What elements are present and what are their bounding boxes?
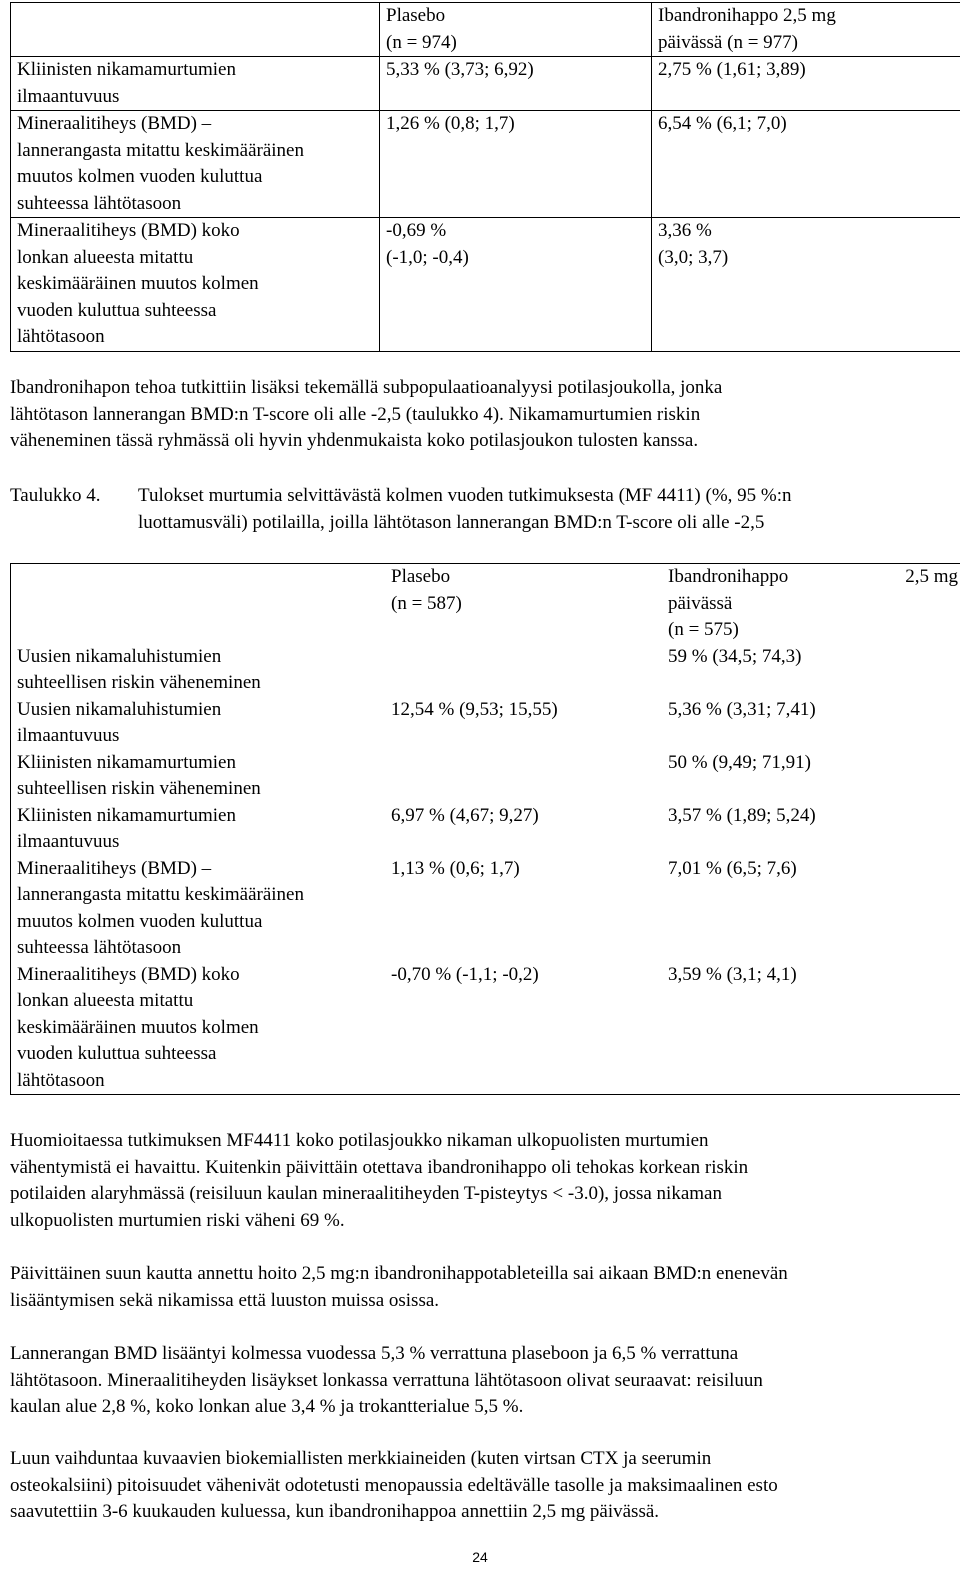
table-row — [11, 218, 960, 352]
cell-ibandronate: 59 % (34,5; 74,3) — [668, 645, 802, 667]
table-row — [11, 644, 960, 697]
table-header-row — [11, 564, 960, 644]
table-4-label: Taulukko 4. — [10, 485, 101, 506]
table-4-caption — [10, 483, 950, 536]
table-4-title: Tulokset murtumia selvittävästä kolmen vuoden tutkimuksesta (MF 4411) (%, 95 %:n luottamusväli) potilailla, joilla lähtötason lannerangan BMD:n T-score oli alle -2,5 — [138, 485, 792, 533]
cell-placebo: 12,54 % (9,53; 15,55) — [391, 698, 558, 720]
row-label: Kliinisten nikamamurtumien ilmaantuvuus — [11, 57, 380, 111]
row-label: Uusien nikamaluhistumien suhteellisen riskin väheneminen — [17, 645, 261, 693]
cell-ibandronate: 7,01 % (6,5; 7,6) — [668, 857, 797, 879]
table-row — [11, 697, 960, 750]
table-header-placebo: Plasebo (n = 974) — [380, 3, 652, 57]
bmd-increase-paragraph: Päivittäinen suun kautta annettu hoito 2,5 mg:n ibandronihappotableteilla sai aikaan BMD:n enenevän lisääntymisen sekä nikamissa että luuston muissa osissa. — [10, 1263, 788, 1311]
table-header-cell-empty — [11, 564, 386, 644]
cell-ibandronate: 50 % (9,49; 71,91) — [668, 751, 812, 773]
cell-ibandronate: 2,75 % (1,61; 3,89) — [652, 57, 960, 111]
table-row — [11, 750, 960, 803]
table-row — [11, 57, 960, 111]
table-row — [11, 803, 960, 856]
cell-ibandronate: 6,54 % (6,1; 7,0) — [652, 111, 960, 218]
cell-placebo — [385, 644, 662, 697]
table-header-ibandronate: Ibandronihappo 2,5 mg päivässä (n = 575) — [668, 566, 958, 640]
table-header-cell-empty — [11, 3, 380, 57]
cell-placebo: -0,69 % (-1,0; -0,4) — [380, 218, 652, 352]
table-row — [11, 962, 960, 1095]
cell-placebo — [385, 750, 662, 803]
row-label: Uusien nikamaluhistumien ilmaantuvuus — [17, 698, 222, 746]
cell-placebo: -0,70 % (-1,1; -0,2) — [391, 963, 539, 985]
cell-ibandronate: 3,57 % (1,89; 5,24) — [668, 804, 816, 826]
lumbar-bmd-paragraph: Lannerangan BMD lisääntyi kolmessa vuodessa 5,3 % verrattuna plaseboon ja 6,5 % verrattuna lähtötasoon. Mineraalitiheyden lisäykset lonkassa verrattuna lähtötasoon olivat seuraavat: reisiluun kaulan alue 2,8 %, koko lonkan alue 3,4 % ja trokantterialue 5,5 %. — [10, 1343, 763, 1417]
cell-ibandronate: 3,36 % (3,0; 3,7) — [652, 218, 960, 352]
cell-ibandronate: 5,36 % (3,31; 7,41) — [668, 698, 816, 720]
results-table-4 — [10, 563, 960, 1095]
table-row — [11, 856, 960, 962]
cell-placebo: 1,13 % (0,6; 1,7) — [391, 857, 520, 879]
cell-placebo: 1,26 % (0,8; 1,7) — [380, 111, 652, 218]
row-label: Mineraalitiheys (BMD) – lannerangasta mitattu keskimääräinen muutos kolmen vuoden kuluttua suhteessa lähtötasoon — [11, 111, 380, 218]
table-header-row — [11, 3, 960, 57]
table-row — [11, 111, 960, 218]
results-table-3 — [10, 2, 960, 352]
nonvertebral-fracture-paragraph: Huomioitaessa tutkimuksen MF4411 koko potilasjoukko nikaman ulkopuolisten murtumien vähentymistä ei havaittu. Kuitenkin päivittäin otettava ibandronihappo oli tehokas korkean riskin potilaiden alaryhmässä (reisiluun kaulan mineraalitiheyden T-pisteytys < -3.0), jossa nikaman ulkopuolisten murtumien riski väheni 69 %. — [10, 1130, 749, 1231]
table-header-placebo: Plasebo (n = 587) — [391, 566, 462, 614]
subpopulation-paragraph: Ibandronihapon tehoa tutkittiin lisäksi tekemällä subpopulaatioanalyysi potilasjoukolla, jonka lähtötason lannerangan BMD:n T-score oli alle -2,5 (taulukko 4). Nikamamurtumien riskin väheneminen tässä ryhmässä oli hyvin yhdenmukaista koko potilasjoukon tulosten kanssa. — [10, 377, 723, 451]
cell-ibandronate: 3,59 % (3,1; 4,1) — [668, 963, 797, 985]
cell-placebo: 5,33 % (3,73; 6,92) — [380, 57, 652, 111]
row-label: Mineraalitiheys (BMD) – lannerangasta mitattu keskimääräinen muutos kolmen vuoden kuluttua suhteessa lähtötasoon — [17, 857, 304, 958]
row-label: Mineraalitiheys (BMD) koko lonkan alueesta mitattu keskimääräinen muutos kolmen vuoden kuluttua suhteessa lähtötasoon — [17, 963, 259, 1091]
row-label: Mineraalitiheys (BMD) koko lonkan alueesta mitattu keskimääräinen muutos kolmen vuoden kuluttua suhteessa lähtötasoon — [11, 218, 380, 352]
page-number: 24 — [472, 1549, 488, 1565]
bone-turnover-paragraph: Luun vaihduntaa kuvaavien biokemiallisten merkkiaineiden (kuten virtsan CTX ja seerumin osteokalsiini) pitoisuudet vähenivät odotetusti menopaussia edeltävälle tasolle ja maksimaalinen esto saavutettiin 3-6 kuukauden kuluessa, kun ibandronihappoa annettiin 2,5 mg päivässä. — [10, 1448, 778, 1522]
cell-placebo: 6,97 % (4,67; 9,27) — [391, 804, 539, 826]
row-label: Kliinisten nikamamurtumien suhteellisen riskin väheneminen — [17, 751, 261, 799]
row-label: Kliinisten nikamamurtumien ilmaantuvuus — [17, 804, 236, 852]
table-header-ibandronate: Ibandronihappo 2,5 mg päivässä (n = 977) — [652, 3, 960, 57]
